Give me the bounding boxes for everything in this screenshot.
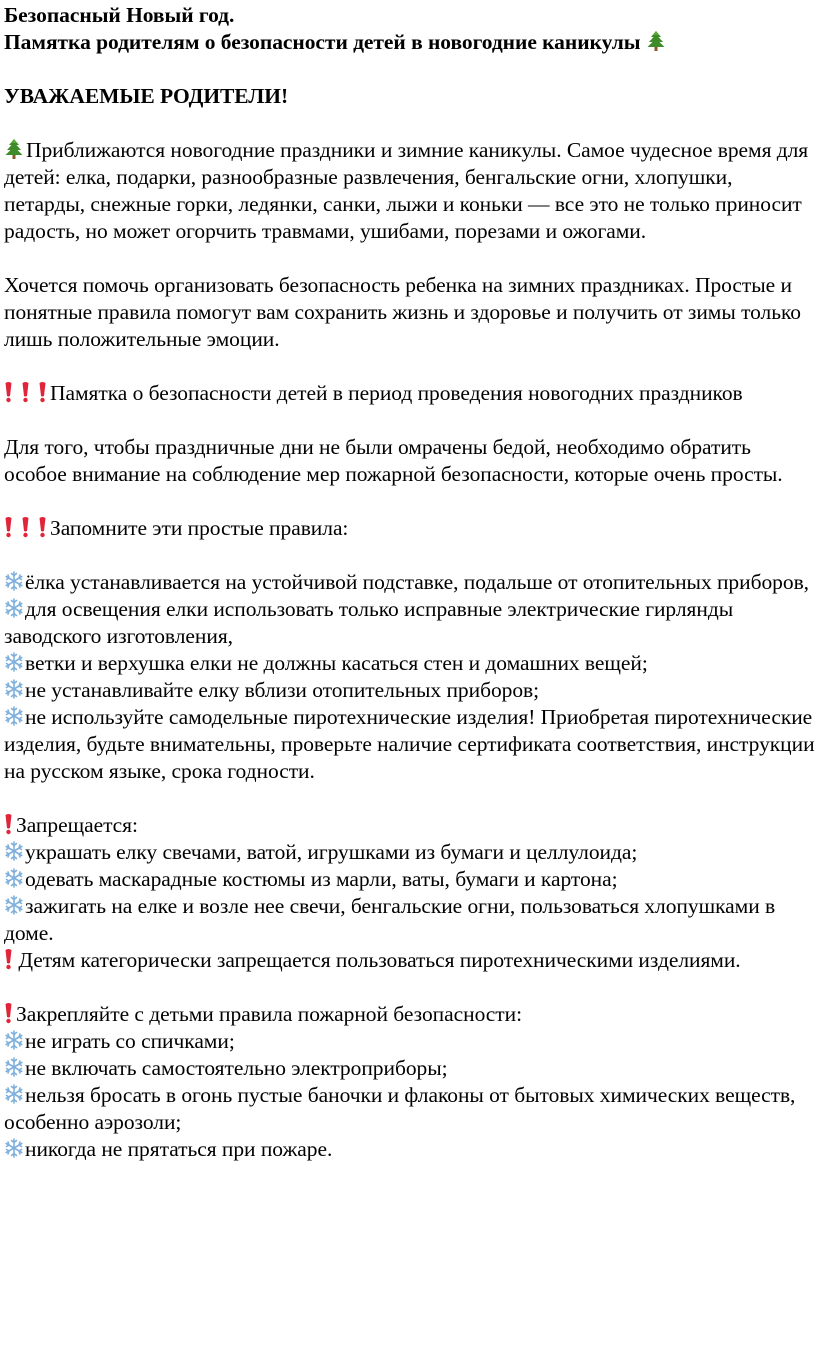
snowflake-icon (4, 1138, 24, 1158)
list-item (4, 1082, 816, 1136)
help-paragraph: Хочется помочь организовать безопасность ребенка на зимних праздниках. Простые и понятные правила помогут вам сохранить жизнь и здоровье и получить от зимы только лишь положительные эмоции. (4, 273, 801, 351)
list-item-text: нельзя бросать в огонь пустые баночки и флаконы от бытовых химических веществ, особенно аэрозоли; (4, 1083, 796, 1134)
snowflake-icon (4, 841, 24, 861)
red-exclamation-icon (4, 1002, 13, 1024)
list-item (4, 1136, 816, 1163)
list-item (4, 569, 816, 596)
intro-paragraph (4, 137, 816, 245)
list-item-text: для освещения елки использовать только исправные электрические гирлянды заводского изготовления, (4, 597, 734, 648)
list-item (4, 1055, 816, 1082)
red-exclamation-icon (38, 516, 47, 538)
snowflake-icon (4, 1030, 24, 1050)
christmas-tree-icon (4, 138, 24, 160)
reinforce-title (4, 1001, 816, 1028)
christmas-tree-icon (646, 30, 666, 52)
list-item (4, 677, 816, 704)
list-item-text: зажигать на елке и возле нее свечи, бенгальские огни, пользоваться хлопушками в доме. (4, 894, 776, 945)
forbidden-title-text: Запрещается: (16, 813, 138, 837)
rules-list (4, 569, 816, 785)
title-line-2 (4, 29, 816, 56)
list-item-text: не устанавливайте елку вблизи отопительных приборов; (25, 678, 540, 702)
red-exclamation-icon (38, 381, 47, 403)
red-exclamation-icon (4, 381, 13, 403)
list-item-text: не играть со спичками; (25, 1029, 235, 1053)
list-item (4, 839, 816, 866)
title-line-2-text: Памятка родителям о безопасности детей в новогодние каникулы (4, 30, 641, 54)
forbidden-title (4, 812, 816, 839)
list-item-text: не используйте самодельные пиротехнические изделия! Приобретая пиротехнические изделия, будьте внимательны, проверьте наличие сертификата соответствия, инструкции на русском языке, срока годности. (4, 705, 815, 783)
red-exclamation-icon (21, 381, 30, 403)
reinforce-section (4, 1001, 816, 1163)
intro-text: Приближаются новогодние праздники и зимние каникулы. Самое чудесное время для детей: елка, подарки, разнообразные развлечения, бенгальские огни, хлопушки, петарды, снежные горки, ледянки, санки, лыжи и коньки — все это не только приносит радость, но может огорчить травмами, ушибами, порезами и ожогами. (4, 138, 809, 243)
title-line-1: Безопасный Новый год. (4, 3, 235, 27)
children-forbidden (4, 947, 816, 974)
snowflake-icon (4, 868, 24, 888)
list-item (4, 866, 816, 893)
list-item (4, 893, 816, 947)
snowflake-icon (4, 652, 24, 672)
list-item-text: ветки и верхушка елки не должны касаться стен и домашних вещей; (25, 651, 648, 675)
document-title (4, 2, 816, 56)
greeting-heading: УВАЖАЕМЫЕ РОДИТЕЛИ! (4, 84, 289, 108)
remember-paragraph (4, 515, 816, 542)
list-item (4, 1028, 816, 1055)
list-item-text: не включать самостоятельно электроприборы; (25, 1056, 448, 1080)
snowflake-icon (4, 706, 24, 726)
remember-text: Запомните эти простые правила: (50, 516, 349, 540)
snowflake-icon (4, 895, 24, 915)
reinforce-title-text: Закрепляйте с детьми правила пожарной безопасности: (16, 1002, 523, 1026)
list-item (4, 596, 816, 650)
children-forbidden-text: Детям категорически запрещается пользоваться пиротехническими изделиями. (13, 948, 741, 972)
red-exclamation-icon (4, 516, 13, 538)
forbidden-section (4, 812, 816, 974)
list-item-text: одевать маскарадные костюмы из марли, ваты, бумаги и картона; (25, 867, 618, 891)
list-item-text: ёлка устанавливается на устойчивой подставке, подальше от отопительных приборов, (25, 570, 810, 594)
snowflake-icon (4, 598, 24, 618)
list-item-text: никогда не прятаться при пожаре. (25, 1137, 333, 1161)
red-exclamation-icon (4, 948, 13, 970)
list-item-text: украшать елку свечами, ватой, игрушками из бумаги и целлулоида; (25, 840, 638, 864)
red-exclamation-icon (21, 516, 30, 538)
memo-title-text: Памятка о безопасности детей в период проведения новогодних праздников (50, 381, 743, 405)
list-item (4, 650, 816, 677)
snowflake-icon (4, 1057, 24, 1077)
list-item (4, 704, 816, 785)
snowflake-icon (4, 679, 24, 699)
memo-title-paragraph (4, 380, 816, 407)
red-exclamation-icon (4, 813, 13, 835)
snowflake-icon (4, 1084, 24, 1104)
fire-intro-paragraph: Для того, чтобы праздничные дни не были омрачены бедой, необходимо обратить особое внимание на соблюдение мер пожарной безопасности, которые очень просты. (4, 435, 783, 486)
snowflake-icon (4, 571, 24, 591)
